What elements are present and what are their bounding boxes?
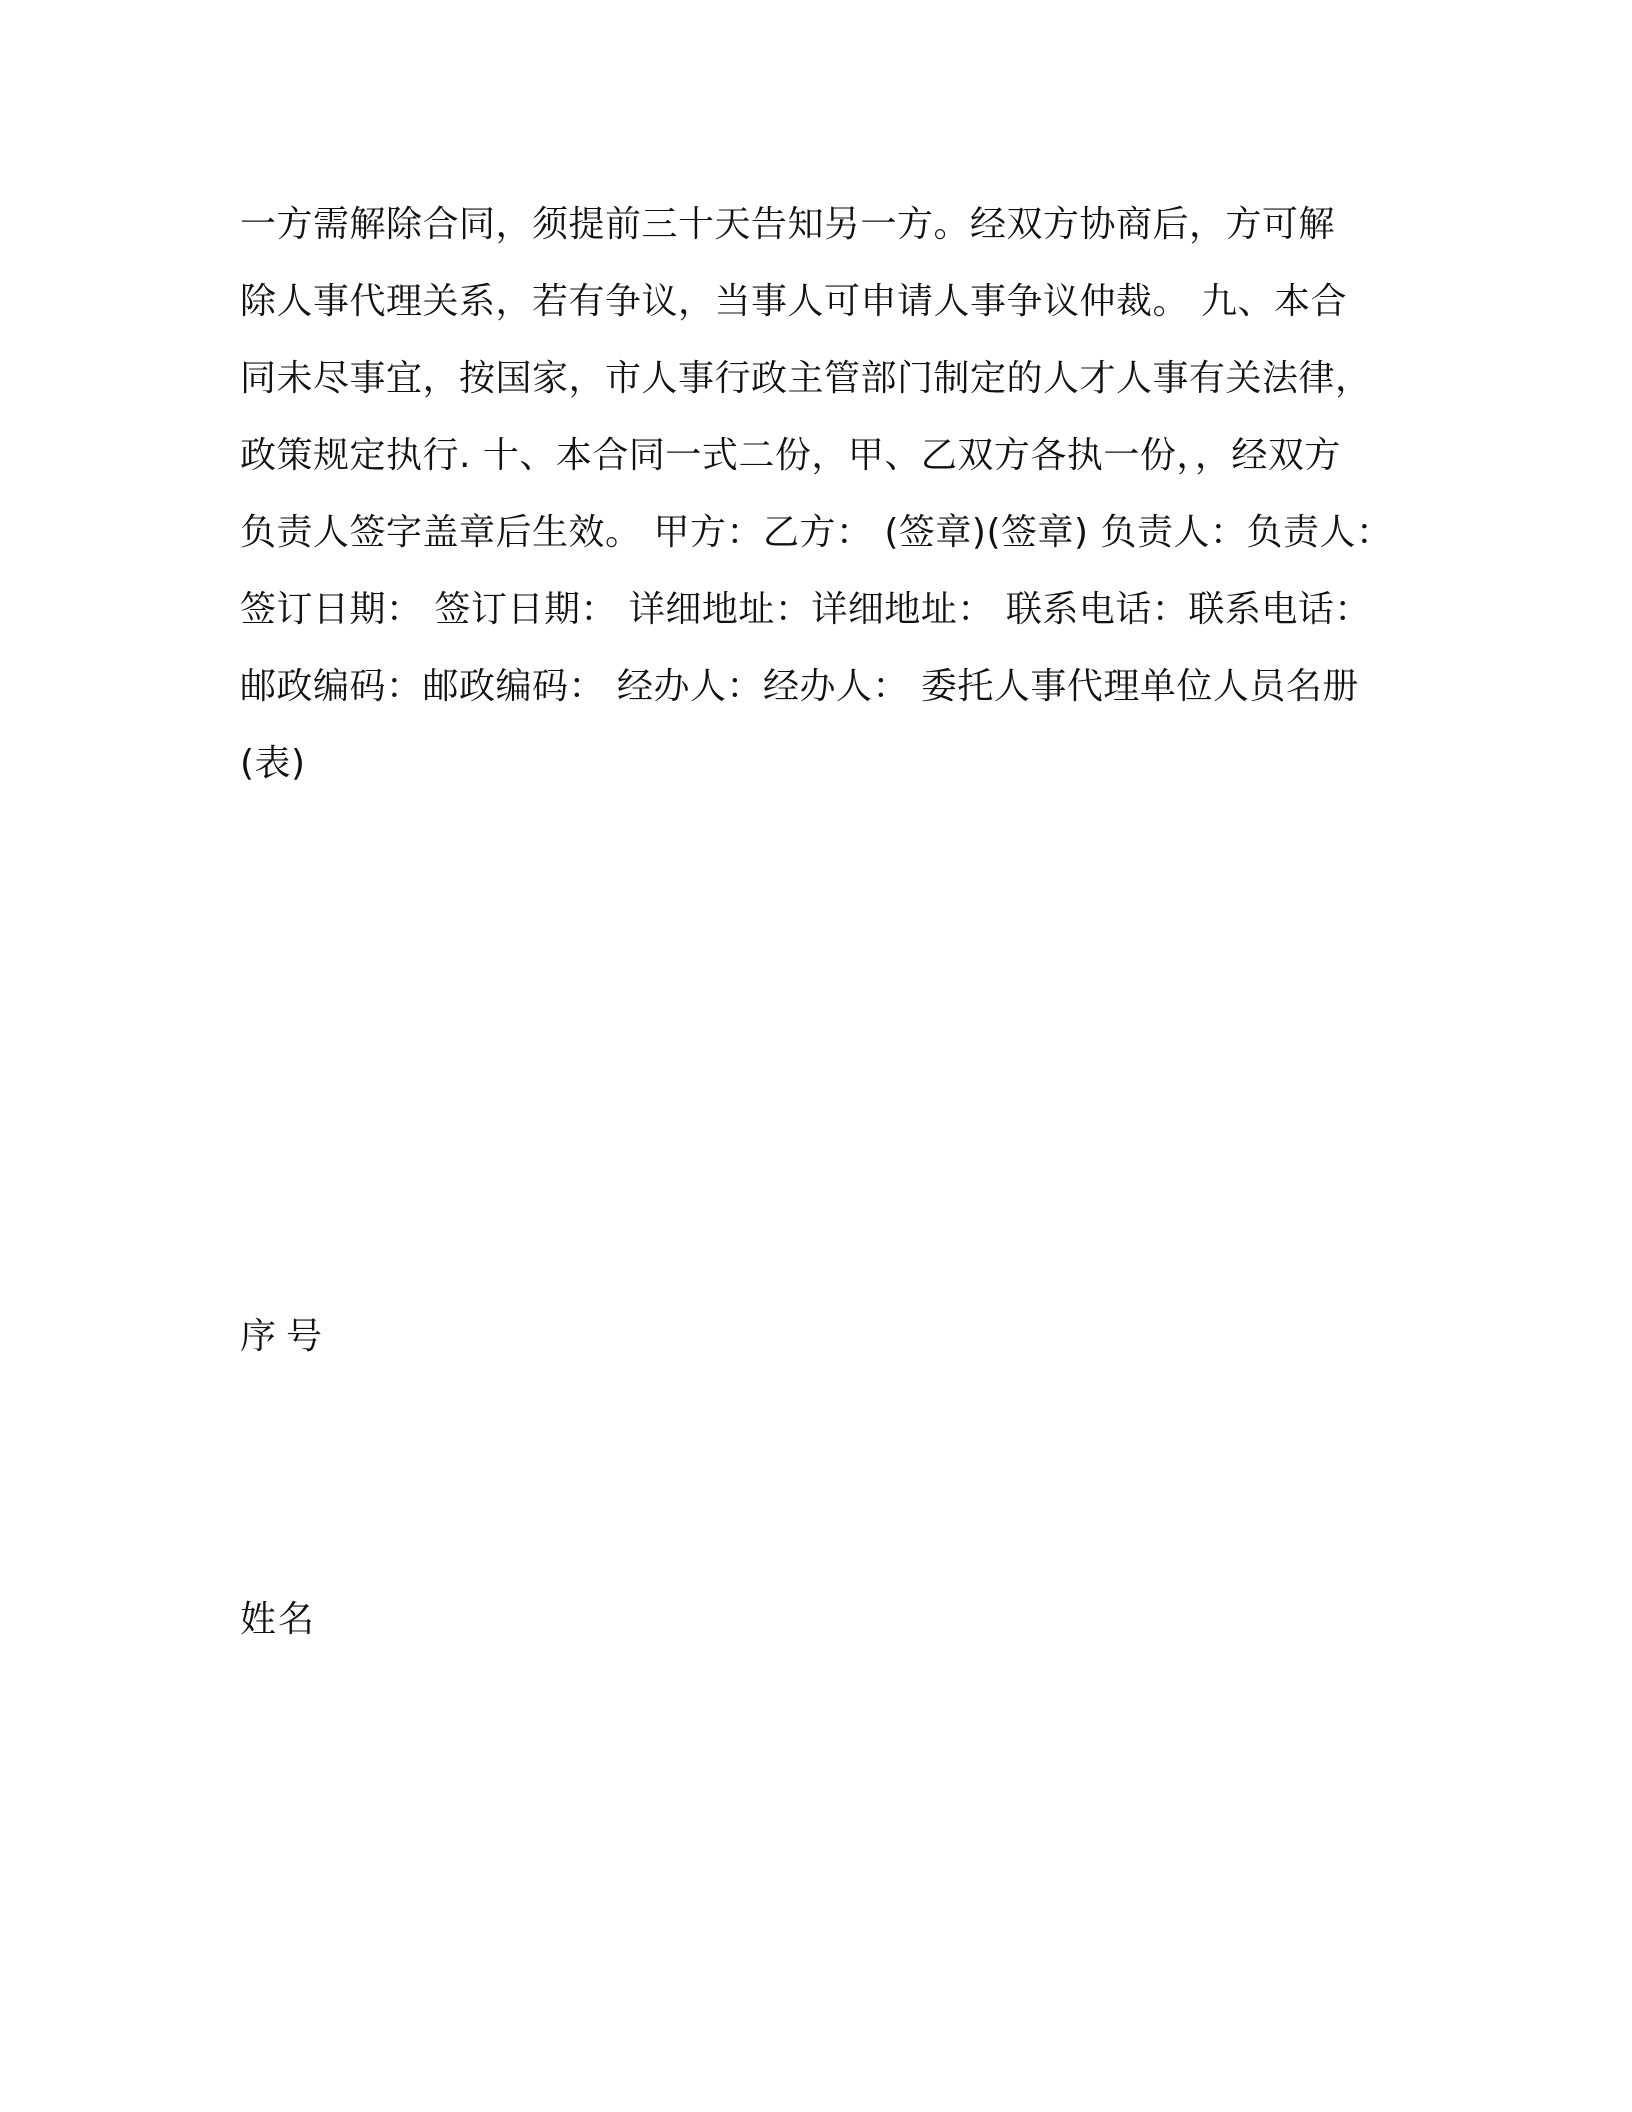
- text-line: 负责人签字盖章后生效。 甲方：乙方： (签章)(签章) 负责人：负责人：: [240, 512, 1393, 553]
- table-column-label-seq: 序号: [240, 1316, 333, 1357]
- text-line: (表): [240, 743, 306, 784]
- text-line: 邮政编码：邮政编码： 经办人：经办人： 委托人事代理单位人员名册: [240, 666, 1359, 707]
- text-line: 政策规定执行. 十、本合同一式二份，甲、乙双方各执一份，，经双方: [240, 435, 1341, 476]
- text-line: 除人事代理关系，若有争议，当事人可申请人事争议仲裁。 九、本合: [240, 281, 1347, 322]
- contract-body-text: [240, 186, 1400, 802]
- text-line: 一方需解除合同，须提前三十天告知另一方。经双方协商后，方可解: [240, 204, 1336, 245]
- text-line: 同未尽事宜，按国家，市人事行政主管部门制定的人才人事有关法律，: [240, 358, 1372, 399]
- table-column-label-name: 姓名: [240, 1599, 317, 1640]
- text-line: 签订日期： 签订日期： 详细地址：详细地址： 联系电话：联系电话：: [240, 589, 1371, 630]
